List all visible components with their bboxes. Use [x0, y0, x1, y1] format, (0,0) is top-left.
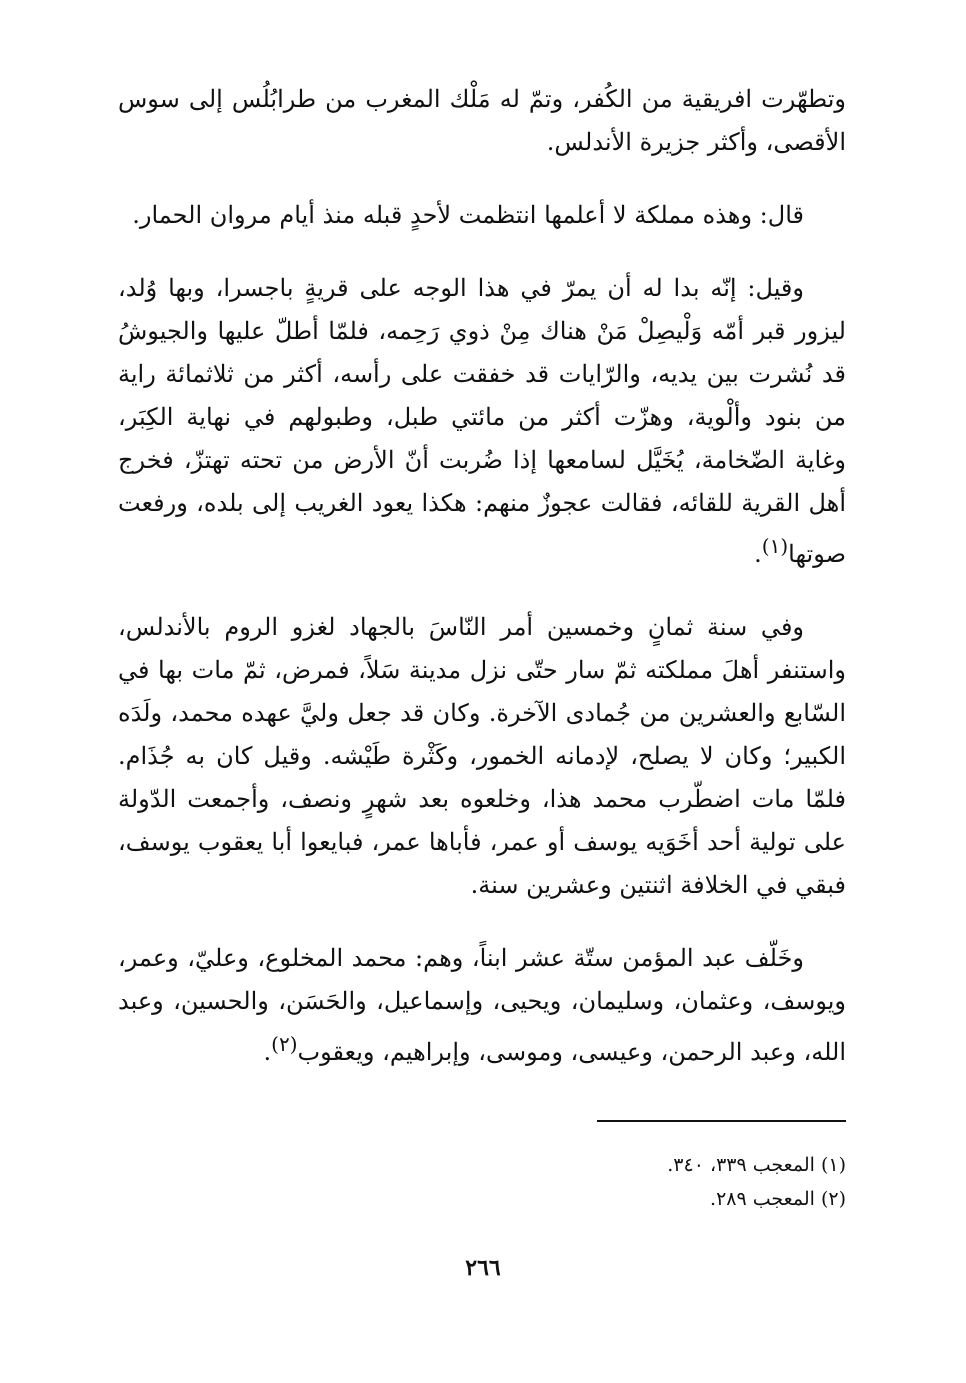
paragraph-5-period: .	[263, 1038, 272, 1066]
footnote-ref-2: (٢)	[271, 1032, 298, 1056]
footnote-separator	[597, 1120, 846, 1122]
page-number: ٢٦٦	[465, 1255, 501, 1281]
paragraph-1	[118, 78, 846, 164]
footnote-2: (٢) المعجب ٢٨٩.	[710, 1188, 846, 1210]
paragraph-1-text: وتطهّرت افريقية من الكُفر، وتمّ له مَلْك المغرب من طرابُلُس إلى سوس الأقصى، وأكثر جزيرة الأندلس.	[118, 85, 846, 156]
footnote-ref-1: (١)	[761, 534, 789, 558]
paragraph-2-text: قال: وهذه مملكة لا أعلمها انتظمت لأحدٍ قبله منذ أيام مروان الحمار.	[132, 201, 804, 229]
footnote-1: (١) المعجب ٣٣٩، ٣٤٠.	[667, 1154, 846, 1176]
paragraph-2	[118, 194, 846, 237]
paragraph-3	[118, 267, 846, 576]
paragraph-5-text: وخَلّف عبد المؤمن ستّة عشر ابناً، وهم: محمد المخلوع، وعليّ، وعمر، ويوسف، وعثمان، وسليمان، ويحيى، وإسماعيل، والحَسَن، والحسين، وعبد الله، وعبد الرحمن، وعيسى، وموسى، وإبراهيم، ويعقوب	[118, 944, 846, 1066]
paragraph-3-period: .	[754, 540, 762, 568]
main-text	[118, 78, 846, 1104]
paragraph-3-text: وقيل: إنّه بدا له أن يمرّ في هذا الوجه على قريةٍ باجسرا، وبها وُلد، ليزور قبر أمّه وَلْيصِلْ مَنْ هناك مِنْ ذوي رَحِمه، فلمّا أطلّ عليها والجيوشُ قد نُشرت بين يديه، والرّايات قد خفقت على رأسه، أكثر من ثلاثمائة راية من بنود وألْوية، وهزّت أكثر من مائتي طبل، وطبولهم في نهاية الكِبَر، وغاية الضّخامة، يُخَيَّل لسامعها إذا ضُربت أنّ الأرض من تحته تهتزّ، فخرج أهل القرية للقائه، فقالت عجوزٌ منهم: هكذا يعود الغريب إلى بلده، ورفعت صوتها	[118, 274, 847, 568]
paragraph-4	[118, 606, 846, 907]
paragraph-4-text: وفي سنة ثمانٍ وخمسين أمر النّاسَ بالجهاد لغزو الروم بالأندلس، واستنفر أهلَ مملكته ثمّ سار حتّى نزل مدينة سَلاً، فمرض، ثمّ مات بها في السّابع والعشرين من جُمادى الآخرة. وكان قد جعل وليَّ عهده محمد، ولَدَه الكبير؛ وكان لا يصلح، لإدمانه الخمور، وكَثْرة طَيْشه. وقيل كان به جُذَام. فلمّا مات اضطّرب محمد هذا، وخلعوه بعد شهرٍ ونصف، وأجمعت الدّولة على تولية أحد أخَوَيه يوسف أو عمر، فأباها عمر، فبايعوا أبا يعقوب يوسف، فبقي في الخلافة اثنتين وعشرين سنة.	[118, 613, 846, 899]
paragraph-5	[118, 937, 846, 1074]
footnotes	[500, 1148, 846, 1216]
